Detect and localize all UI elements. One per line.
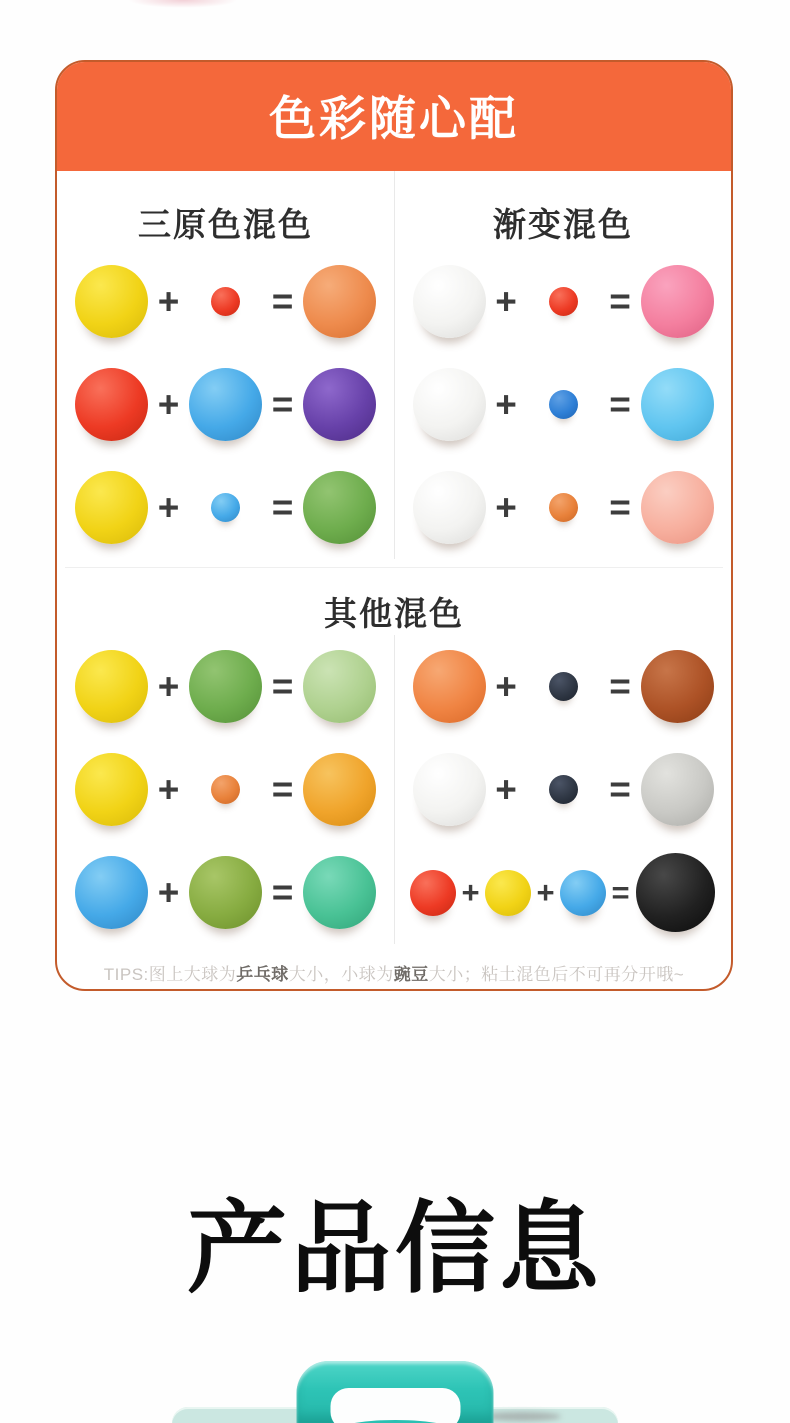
clay-ball-navy xyxy=(549,775,578,804)
ball-slot xyxy=(410,471,488,544)
clay-ball-orange2 xyxy=(413,650,486,723)
other-mixing-right-column xyxy=(394,635,731,944)
section-title-other: 其他混色 xyxy=(324,595,464,632)
tips-highlight: 乒乓球 xyxy=(236,965,289,984)
plus-sign: + xyxy=(157,768,180,810)
ball-slot xyxy=(187,650,265,723)
plus-sign: + xyxy=(495,665,517,707)
clay-ball-black xyxy=(636,853,715,932)
background-artifact xyxy=(128,0,238,8)
clay-ball-purple xyxy=(303,368,376,441)
clay-ball-red xyxy=(75,368,148,441)
clay-ball-blue xyxy=(560,870,606,916)
clay-ball-orange xyxy=(303,265,376,338)
equals-sign: = xyxy=(609,486,631,528)
tips-text: 大小；粘土混色后不可再分开哦~ xyxy=(428,965,685,984)
clay-ball-olive xyxy=(189,856,262,929)
clay-ball-deepblue xyxy=(549,390,578,419)
clay-box-photo xyxy=(0,1313,790,1423)
clay-box-handle xyxy=(297,1361,494,1423)
tips-highlight: 豌豆 xyxy=(393,965,429,984)
mix-row xyxy=(61,635,390,738)
equals-sign: = xyxy=(271,486,294,528)
other-mixing-right-rows xyxy=(399,635,727,944)
mix-row xyxy=(61,250,390,353)
ball-slot xyxy=(301,650,379,723)
clay-ball-blue xyxy=(211,493,240,522)
clay-ball-green xyxy=(189,650,262,723)
ball-slot xyxy=(524,287,602,316)
equals-sign: = xyxy=(271,383,294,425)
mix-row xyxy=(399,456,727,559)
mix-row xyxy=(61,841,390,944)
other-mixing-left-rows xyxy=(61,635,390,944)
clay-ball-orangesmall xyxy=(211,775,240,804)
equals-sign: = xyxy=(609,280,631,322)
equals-sign: = xyxy=(609,383,631,425)
clay-ball-lightblue xyxy=(641,368,714,441)
section-title-gradient: 渐变混色 xyxy=(493,206,633,243)
other-mixing-grid xyxy=(57,635,731,944)
ball-slot xyxy=(408,870,459,916)
clay-ball-mint xyxy=(303,856,376,929)
plus-sign: + xyxy=(157,665,180,707)
card-header xyxy=(55,60,733,171)
ball-slot xyxy=(524,493,602,522)
clay-ball-red xyxy=(410,870,456,916)
tips-text: TIPS:图上大球为 xyxy=(103,965,237,984)
gradient-mixing-column xyxy=(394,171,731,559)
clay-ball-green xyxy=(303,471,376,544)
ball-slot xyxy=(73,265,151,338)
clay-ball-gray xyxy=(641,753,714,826)
ball-slot xyxy=(410,368,488,441)
ball-slot xyxy=(73,753,151,826)
ball-slot xyxy=(73,650,151,723)
plus-sign: + xyxy=(495,383,517,425)
ball-slot xyxy=(301,856,379,929)
clay-ball-yellow xyxy=(485,870,531,916)
equals-sign: = xyxy=(609,665,631,707)
ball-slot xyxy=(483,870,534,916)
ball-slot xyxy=(638,650,716,723)
horizontal-divider xyxy=(65,567,723,568)
clay-ball-red xyxy=(211,287,240,316)
clay-ball-white xyxy=(413,265,486,338)
clay-box-handle-hole xyxy=(330,1388,460,1423)
plus-sign: + xyxy=(495,486,517,528)
ball-slot xyxy=(633,853,719,932)
mix-row xyxy=(61,456,390,559)
mix-row xyxy=(399,353,727,456)
ball-slot xyxy=(558,870,609,916)
clay-ball-red xyxy=(549,287,578,316)
equals-sign: = xyxy=(271,871,294,913)
plus-sign: + xyxy=(536,874,555,910)
equals-sign: = xyxy=(271,280,294,322)
ball-slot xyxy=(73,856,151,929)
ball-slot xyxy=(410,650,488,723)
ball-slot xyxy=(638,753,716,826)
ball-slot xyxy=(524,672,602,701)
ball-slot xyxy=(187,493,265,522)
primary-mixing-rows xyxy=(61,250,390,559)
primary-mixing-column xyxy=(57,171,394,559)
tips-note xyxy=(57,960,731,985)
equals-sign: = xyxy=(271,665,294,707)
clay-ball-lightgreen xyxy=(303,650,376,723)
gradient-mixing-rows xyxy=(399,250,727,559)
clay-ball-yellow xyxy=(75,265,148,338)
plus-sign: + xyxy=(157,280,180,322)
ball-slot xyxy=(638,368,716,441)
clay-ball-yellow xyxy=(75,471,148,544)
tips-text: 大小，小球为 xyxy=(288,965,394,984)
clay-ball-white xyxy=(413,753,486,826)
mix-row xyxy=(399,250,727,353)
other-mixing-left-column xyxy=(57,635,394,944)
clay-ball-navy xyxy=(549,672,578,701)
mix-row xyxy=(61,353,390,456)
mix-row xyxy=(61,738,390,841)
clay-ball-yellow xyxy=(75,753,148,826)
ball-slot xyxy=(301,265,379,338)
plus-sign: + xyxy=(461,874,480,910)
plus-sign: + xyxy=(495,768,517,810)
ball-slot xyxy=(187,856,265,929)
clay-ball-yellow xyxy=(75,650,148,723)
ball-slot xyxy=(187,368,265,441)
plus-sign: + xyxy=(157,486,180,528)
clay-ball-amber xyxy=(303,753,376,826)
ball-slot xyxy=(187,775,265,804)
plus-sign: + xyxy=(495,280,517,322)
ball-slot xyxy=(638,471,716,544)
clay-ball-pink xyxy=(641,265,714,338)
mix-row xyxy=(399,635,727,738)
clay-ball-peach xyxy=(641,471,714,544)
ball-slot xyxy=(73,368,151,441)
plus-sign: + xyxy=(157,383,180,425)
plus-sign: + xyxy=(157,871,180,913)
product-info-heading: 产品信息 xyxy=(187,1193,603,1305)
ball-slot xyxy=(301,753,379,826)
clay-ball-blue xyxy=(75,856,148,929)
mix-row xyxy=(399,738,727,841)
ball-slot xyxy=(524,775,602,804)
clay-ball-white xyxy=(413,471,486,544)
ball-slot xyxy=(524,390,602,419)
equals-sign: = xyxy=(611,874,630,910)
equals-sign: = xyxy=(609,768,631,810)
ball-slot xyxy=(301,471,379,544)
ball-slot xyxy=(638,265,716,338)
equals-sign: = xyxy=(271,768,294,810)
ball-slot xyxy=(410,753,488,826)
color-mixing-card xyxy=(55,60,733,991)
clay-ball-brown xyxy=(641,650,714,723)
mix-row xyxy=(399,841,727,944)
ball-slot xyxy=(73,471,151,544)
clay-ball-orangesmall xyxy=(549,493,578,522)
primary-gradient-grid xyxy=(57,171,731,559)
clay-ball-blue xyxy=(189,368,262,441)
ball-slot xyxy=(410,265,488,338)
card-title: 色彩随心配 xyxy=(269,92,519,145)
ball-slot xyxy=(187,287,265,316)
section-title-primary: 三原色混色 xyxy=(138,206,313,243)
ball-slot xyxy=(301,368,379,441)
clay-box-lid-shadow xyxy=(483,1412,561,1421)
clay-ball-white xyxy=(413,368,486,441)
